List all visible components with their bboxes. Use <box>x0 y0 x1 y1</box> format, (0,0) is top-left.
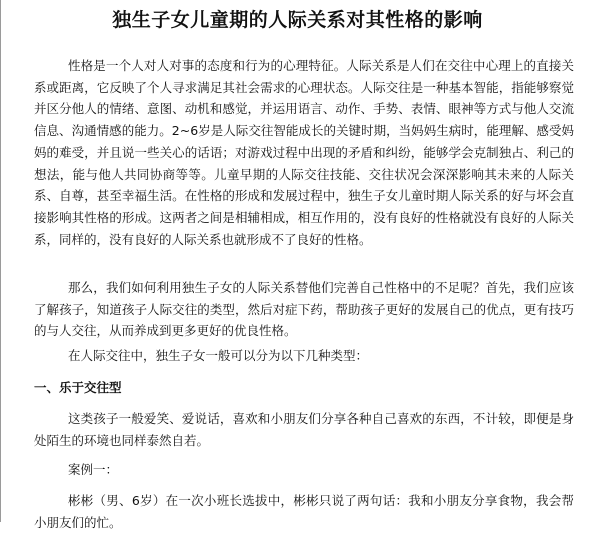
paragraph-types-intro: 在人际交往中，独生子女一般可以分为以下几种类型： <box>68 348 369 363</box>
paragraph-how-to-improve: 那么，我们如何利用独生子女的人际关系替他们完善自己性格中的不足呢？首先，我们应该了解孩子，知道孩子人际交往的类型，然后对症下药，帮助孩子更好的发展自己的优点，更有技巧的与人交往，从而养成到更多更好的优良性格。 <box>34 280 574 339</box>
paragraph-case-one: 彬彬（男、6岁）在一次小班长选拔中，彬彬只说了两句话：我和小朋友分享食物，我会帮小朋友们的忙。 <box>34 493 574 530</box>
document-title: 独生子女儿童期的人际关系对其性格的影响 <box>112 9 483 31</box>
paragraph-sociable-description: 这类孩子一般爱笑、爱说话，喜欢和小朋友们分享各种自己喜欢的东西，不计较，即便是身处陌生的环境也同样泰然自若。 <box>34 411 574 448</box>
paragraph-personality-definition: 性格是一个人对人对事的态度和行为的心理特征。人际关系是人们在交往中心理上的直接关系或距离，它反映了个人寻求满足其社会需求的心理状态。人际交往是一种基本智能，指能够察觉并区分他人的情绪、意图、动机和感觉，并运用语言、动作、手势、表情、眼神等方式与他人交流信息、沟通情感的能力。2~6岁是人际交往智能成长的关键时期，当妈妈生病时，能理解、感受妈妈的难受，并且说一些关心的话语；对游戏过程中出现的矛盾和纠纷，能够学会克制独占、利己的想法，能与他人共同协商等等。儿童早期的人际交往技能、交往状况会深深影响其未来的人际关系、自尊，甚至幸福生活。在性格的形成和发展过程中，独生子女儿童时期人际关系的好与坏会直接影响其性格的形成。这两者之间是相辅相成，相互作用的，没有良好的性格就没有良好的人际关系，同样的，没有良好的人际关系也就形成不了良好的性格。 <box>34 58 574 247</box>
case-label: 案例一： <box>68 462 119 477</box>
section-heading-sociable-type: 一、乐于交往型 <box>34 380 122 395</box>
